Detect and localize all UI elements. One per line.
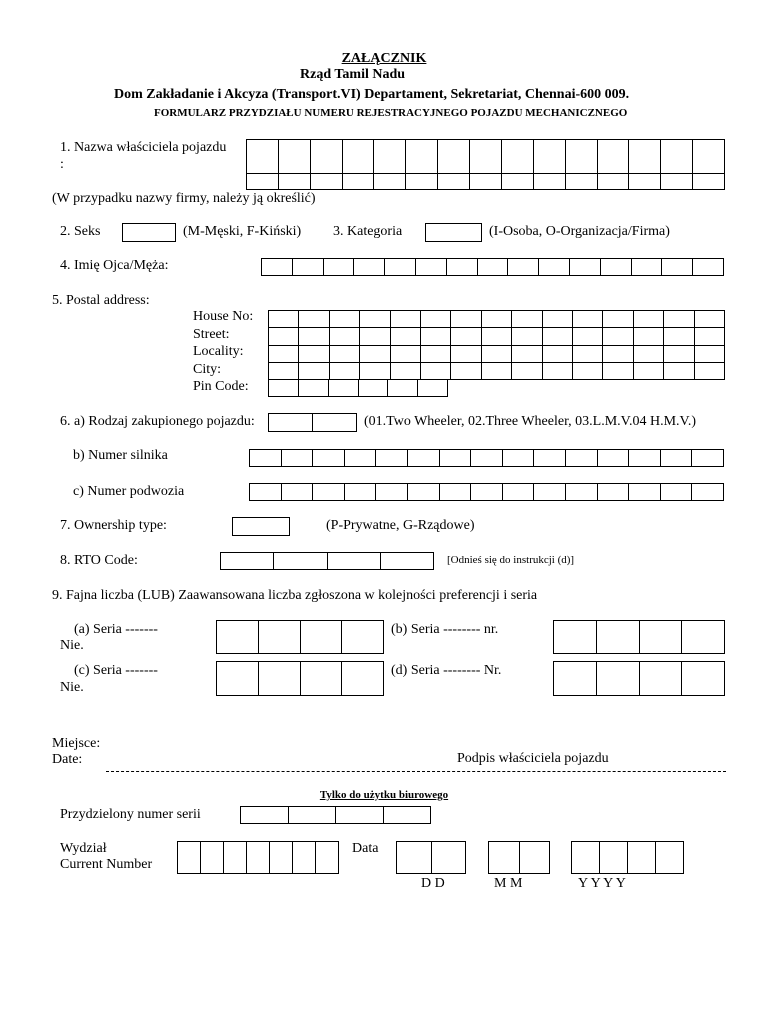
grid-cell[interactable] (597, 621, 640, 654)
grid-cell[interactable] (661, 450, 693, 467)
grid-cell[interactable] (384, 807, 432, 824)
rto-note: [Odnieś się do instrukcji (d)] (447, 554, 575, 566)
grid-cell[interactable] (406, 140, 438, 174)
grid-cell[interactable] (385, 259, 416, 276)
grid-cell[interactable] (440, 450, 472, 467)
grid-cell[interactable] (330, 328, 360, 345)
grid-cell[interactable] (662, 259, 693, 276)
rto-code-grid[interactable] (220, 552, 434, 570)
grid-cell[interactable] (293, 842, 316, 874)
chassis-number-label: c) Numer podwozia (73, 484, 185, 499)
current-number-grid[interactable] (177, 841, 339, 874)
series-a-grid[interactable] (216, 620, 384, 654)
grid-cell[interactable] (512, 311, 542, 328)
grid-cell[interactable] (695, 346, 725, 363)
grid-cell[interactable] (279, 174, 311, 190)
grid-cell[interactable] (534, 484, 566, 501)
grid-cell[interactable] (391, 311, 421, 328)
grid-cell[interactable] (336, 807, 384, 824)
grid-cell[interactable] (451, 363, 481, 380)
grid-cell[interactable] (418, 380, 448, 397)
grid-cell[interactable] (342, 621, 384, 654)
year-caption: Y Y Y Y (578, 876, 626, 891)
pin-code-grid[interactable] (268, 379, 448, 397)
grid-cell[interactable] (354, 259, 385, 276)
grid-cell[interactable] (661, 140, 693, 174)
rto-code-label: 8. RTO Code: (60, 553, 138, 568)
grid-cell[interactable] (598, 140, 630, 174)
city-label: City: (193, 362, 222, 377)
grid-cell[interactable] (397, 842, 432, 874)
engine-number-grid[interactable] (249, 449, 724, 467)
grid-cell[interactable] (247, 842, 270, 874)
grid-cell[interactable] (359, 380, 389, 397)
father-name-grid[interactable] (261, 258, 724, 276)
grid-cell[interactable] (512, 346, 542, 363)
house-no-label: House No: (193, 309, 254, 324)
grid-cell[interactable] (330, 311, 360, 328)
grid-cell[interactable] (601, 259, 632, 276)
grid-cell[interactable] (438, 140, 470, 174)
grid-cell[interactable] (408, 484, 440, 501)
grid-cell[interactable] (693, 140, 725, 174)
series-c-nie: Nie. (60, 680, 84, 695)
grid-cell[interactable] (543, 363, 573, 380)
grid-cell[interactable] (374, 140, 406, 174)
grid-cell[interactable] (693, 259, 724, 276)
grid-cell[interactable] (421, 346, 451, 363)
grid-cell[interactable] (482, 311, 512, 328)
grid-cell[interactable] (330, 363, 360, 380)
grid-cell[interactable] (282, 450, 314, 467)
series-d-grid[interactable] (553, 661, 725, 696)
grid-cell[interactable] (329, 380, 359, 397)
grid-cell[interactable] (664, 311, 694, 328)
series-c-grid[interactable] (216, 661, 384, 696)
grid-cell[interactable] (342, 662, 384, 696)
pin-code-label: Pin Code: (193, 379, 249, 394)
vehicle-type-label: 6. a) Rodzaj zakupionego pojazdu: (60, 414, 255, 429)
form-title: ZAŁĄCZNIK (341, 51, 427, 66)
category-box[interactable] (425, 223, 482, 242)
grid-cell[interactable] (360, 328, 390, 345)
owner-name-note: (W przypadku nazwy firmy, należy ją określić) (52, 191, 316, 206)
grid-cell[interactable] (534, 140, 566, 174)
grid-cell[interactable] (695, 311, 725, 328)
sex-label: 2. Seks (60, 224, 101, 239)
grid-cell[interactable] (512, 328, 542, 345)
grid-cell[interactable] (289, 807, 337, 824)
sex-options: (M-Męski, F-Kiński) (183, 224, 302, 239)
grid-cell[interactable] (269, 311, 299, 328)
grid-cell[interactable] (634, 328, 664, 345)
place-label: Miejsce: (52, 736, 101, 751)
father-name-label: 4. Imię Ojca/Męża: (60, 258, 169, 273)
grid-cell[interactable] (247, 140, 279, 174)
grid-cell[interactable] (543, 328, 573, 345)
grid-cell[interactable] (503, 450, 535, 467)
grid-cell[interactable] (269, 328, 299, 345)
grid-cell[interactable] (381, 553, 434, 570)
grid-cell[interactable] (416, 259, 447, 276)
grid-cell[interactable] (634, 363, 664, 380)
grid-cell[interactable] (299, 380, 329, 397)
date-label: Date: (52, 752, 83, 767)
grid-cell[interactable] (573, 346, 603, 363)
grid-cell[interactable] (603, 311, 633, 328)
form-subtitle: FORMULARZ PRZYDZIAŁU NUMERU REJESTRACYJNEGO POJAZDU MECHANICZNEGO (154, 107, 628, 119)
grid-cell[interactable] (470, 174, 502, 190)
series-d-label: (d) Seria -------- Nr. (391, 663, 502, 678)
grid-cell[interactable] (634, 346, 664, 363)
grid-cell[interactable] (247, 174, 279, 190)
grid-cell[interactable] (502, 140, 534, 174)
grid-cell[interactable] (440, 484, 472, 501)
grid-cell[interactable] (269, 414, 313, 432)
grid-cell[interactable] (217, 662, 259, 696)
grid-cell[interactable] (269, 363, 299, 380)
grid-cell[interactable] (543, 311, 573, 328)
grid-cell[interactable] (570, 259, 601, 276)
grid-cell[interactable] (482, 328, 512, 345)
grid-cell[interactable] (554, 662, 597, 696)
grid-cell[interactable] (566, 140, 598, 174)
fancy-number-label: 9. Fajna liczba (LUB) Zaawansowana liczba zgłoszona w kolejności preferencji i seria (52, 588, 538, 603)
section-label: Wydział (60, 841, 107, 856)
signature-label: Podpis właściciela pojazdu (457, 751, 609, 766)
grid-cell[interactable] (661, 174, 693, 190)
grid-cell[interactable] (262, 259, 293, 276)
grid-cell[interactable] (391, 363, 421, 380)
grid-cell[interactable] (360, 363, 390, 380)
separator-line (106, 771, 726, 772)
grid-cell[interactable] (628, 842, 656, 874)
grid-cell[interactable] (566, 484, 598, 501)
grid-cell[interactable] (508, 259, 539, 276)
grid-cell[interactable] (478, 259, 509, 276)
office-use-heading: Tylko do użytku biurowego (319, 789, 449, 801)
grid-cell[interactable] (629, 450, 661, 467)
grid-cell[interactable] (376, 484, 408, 501)
grid-cell[interactable] (543, 346, 573, 363)
ownership-options: (P-Prywatne, G-Rządowe) (326, 518, 475, 533)
grid-cell[interactable] (250, 450, 282, 467)
grid-cell[interactable] (406, 174, 438, 190)
street-label: Street: (193, 327, 230, 342)
month-caption: M M (494, 876, 523, 891)
grid-cell[interactable] (324, 259, 355, 276)
grid-cell[interactable] (471, 484, 503, 501)
grid-cell[interactable] (259, 662, 301, 696)
ownership-type-label: 7. Ownership type: (60, 518, 167, 533)
grid-cell[interactable] (534, 450, 566, 467)
grid-cell[interactable] (502, 174, 534, 190)
grid-cell[interactable] (634, 311, 664, 328)
grid-cell[interactable] (539, 259, 570, 276)
grid-cell[interactable] (421, 363, 451, 380)
grid-cell[interactable] (178, 842, 201, 874)
grid-cell[interactable] (282, 484, 314, 501)
vehicle-type-grid[interactable] (268, 413, 357, 432)
grid-cell[interactable] (408, 450, 440, 467)
vehicle-type-options: (01.Two Wheeler, 02.Three Wheeler, 03.L.M.V.04 H.M.V.) (364, 414, 697, 429)
grid-cell[interactable] (217, 621, 259, 654)
grid-cell[interactable] (503, 484, 535, 501)
grid-cell[interactable] (345, 484, 377, 501)
grid-cell[interactable] (301, 621, 343, 654)
owner-name-label: 1. Nazwa właściciela pojazdu (60, 140, 227, 155)
grid-cell[interactable] (598, 484, 630, 501)
grid-cell[interactable] (316, 842, 339, 874)
grid-cell[interactable] (603, 328, 633, 345)
category-label: 3. Kategoria (333, 224, 403, 239)
grid-cell[interactable] (598, 174, 630, 190)
grid-cell[interactable] (299, 346, 329, 363)
grid-cell[interactable] (566, 450, 598, 467)
grid-cell[interactable] (573, 328, 603, 345)
grid-cell[interactable] (656, 842, 684, 874)
grid-cell[interactable] (201, 842, 224, 874)
grid-cell[interactable] (432, 842, 467, 874)
day-caption: D D (421, 876, 445, 891)
grid-cell[interactable] (269, 346, 299, 363)
grid-cell[interactable] (534, 174, 566, 190)
grid-cell[interactable] (241, 807, 289, 824)
series-c-label: (c) Seria ------- (74, 663, 158, 678)
grid-cell[interactable] (250, 484, 282, 501)
grid-cell[interactable] (269, 380, 299, 397)
grid-cell[interactable] (629, 140, 661, 174)
chassis-number-grid[interactable] (249, 483, 724, 501)
grid-cell[interactable] (313, 414, 357, 432)
grid-cell[interactable] (640, 621, 683, 654)
department-name: Dom Zakładanie i Akcyza (Transport.VI) Departament, Sekretariat, Chennai-600 009. (114, 87, 630, 102)
month-grid[interactable] (488, 841, 550, 874)
series-b-label: (b) Seria -------- nr. (391, 622, 499, 637)
year-grid[interactable] (571, 841, 684, 874)
grid-cell[interactable] (311, 140, 343, 174)
allotted-series-grid[interactable] (240, 806, 431, 824)
grid-cell[interactable] (451, 311, 481, 328)
sex-box[interactable] (122, 223, 176, 242)
grid-cell[interactable] (600, 842, 628, 874)
grid-cell[interactable] (345, 450, 377, 467)
grid-cell[interactable] (330, 346, 360, 363)
grid-cell[interactable] (512, 363, 542, 380)
grid-cell[interactable] (224, 842, 247, 874)
grid-cell[interactable] (661, 484, 693, 501)
locality-label: Locality: (193, 344, 244, 359)
grid-cell[interactable] (274, 553, 327, 570)
grid-cell[interactable] (360, 346, 390, 363)
grid-cell[interactable] (279, 140, 311, 174)
grid-cell[interactable] (421, 328, 451, 345)
series-a-label: (a) Seria ------- (74, 622, 158, 637)
grid-cell[interactable] (421, 311, 451, 328)
grid-cell[interactable] (554, 621, 597, 654)
grid-cell[interactable] (693, 174, 725, 190)
engine-number-label: b) Numer silnika (73, 448, 168, 463)
grid-cell[interactable] (603, 363, 633, 380)
grid-cell[interactable] (311, 174, 343, 190)
grid-cell[interactable] (482, 363, 512, 380)
grid-cell[interactable] (301, 662, 343, 696)
grid-cell[interactable] (692, 484, 724, 501)
grid-cell[interactable] (629, 174, 661, 190)
grid-cell[interactable] (482, 346, 512, 363)
grid-cell[interactable] (299, 328, 329, 345)
grid-cell[interactable] (374, 174, 406, 190)
grid-cell[interactable] (682, 621, 725, 654)
postal-address-label: 5. Postal address: (52, 293, 150, 308)
grid-cell[interactable] (695, 363, 725, 380)
grid-cell[interactable] (520, 842, 551, 874)
grid-cell[interactable] (566, 174, 598, 190)
grid-cell[interactable] (343, 140, 375, 174)
grid-cell[interactable] (438, 174, 470, 190)
grid-cell[interactable] (376, 450, 408, 467)
grid-cell[interactable] (695, 328, 725, 345)
grid-cell[interactable] (451, 328, 481, 345)
allotted-series-label: Przydzielony numer serii (60, 807, 201, 822)
grid-cell[interactable] (629, 484, 661, 501)
grid-cell[interactable] (597, 662, 640, 696)
grid-cell[interactable] (391, 346, 421, 363)
grid-cell[interactable] (388, 380, 418, 397)
grid-cell[interactable] (259, 621, 301, 654)
grid-cell[interactable] (603, 346, 633, 363)
grid-cell[interactable] (489, 842, 520, 874)
grid-cell[interactable] (451, 346, 481, 363)
grid-cell[interactable] (328, 553, 381, 570)
grid-cell[interactable] (664, 363, 694, 380)
grid-cell[interactable] (572, 842, 600, 874)
owner-name-colon: : (60, 157, 64, 172)
grid-cell[interactable] (692, 450, 724, 467)
grid-cell[interactable] (221, 553, 274, 570)
series-a-nie: Nie. (60, 638, 84, 653)
data-label: Data (352, 841, 379, 856)
grid-cell[interactable] (447, 259, 478, 276)
grid-cell[interactable] (299, 311, 329, 328)
current-number-label: Current Number (60, 857, 153, 872)
category-options: (I-Osoba, O-Organizacja/Firma) (489, 224, 670, 239)
grid-cell[interactable] (682, 662, 725, 696)
grid-cell[interactable] (598, 450, 630, 467)
address-grid[interactable] (268, 310, 725, 380)
grid-cell[interactable] (664, 346, 694, 363)
owner-name-grid[interactable] (246, 139, 725, 190)
grid-cell[interactable] (299, 363, 329, 380)
grid-cell[interactable] (293, 259, 324, 276)
government-name: Rząd Tamil Nadu (300, 67, 406, 82)
series-b-grid[interactable] (553, 620, 725, 654)
grid-cell[interactable] (360, 311, 390, 328)
grid-cell[interactable] (391, 328, 421, 345)
grid-cell[interactable] (343, 174, 375, 190)
grid-cell[interactable] (664, 328, 694, 345)
grid-cell[interactable] (270, 842, 293, 874)
grid-cell[interactable] (313, 450, 345, 467)
grid-cell[interactable] (470, 140, 502, 174)
grid-cell[interactable] (573, 311, 603, 328)
grid-cell[interactable] (313, 484, 345, 501)
day-grid[interactable] (396, 841, 466, 874)
grid-cell[interactable] (471, 450, 503, 467)
grid-cell[interactable] (640, 662, 683, 696)
grid-cell[interactable] (632, 259, 663, 276)
ownership-type-box[interactable] (232, 517, 290, 536)
grid-cell[interactable] (573, 363, 603, 380)
